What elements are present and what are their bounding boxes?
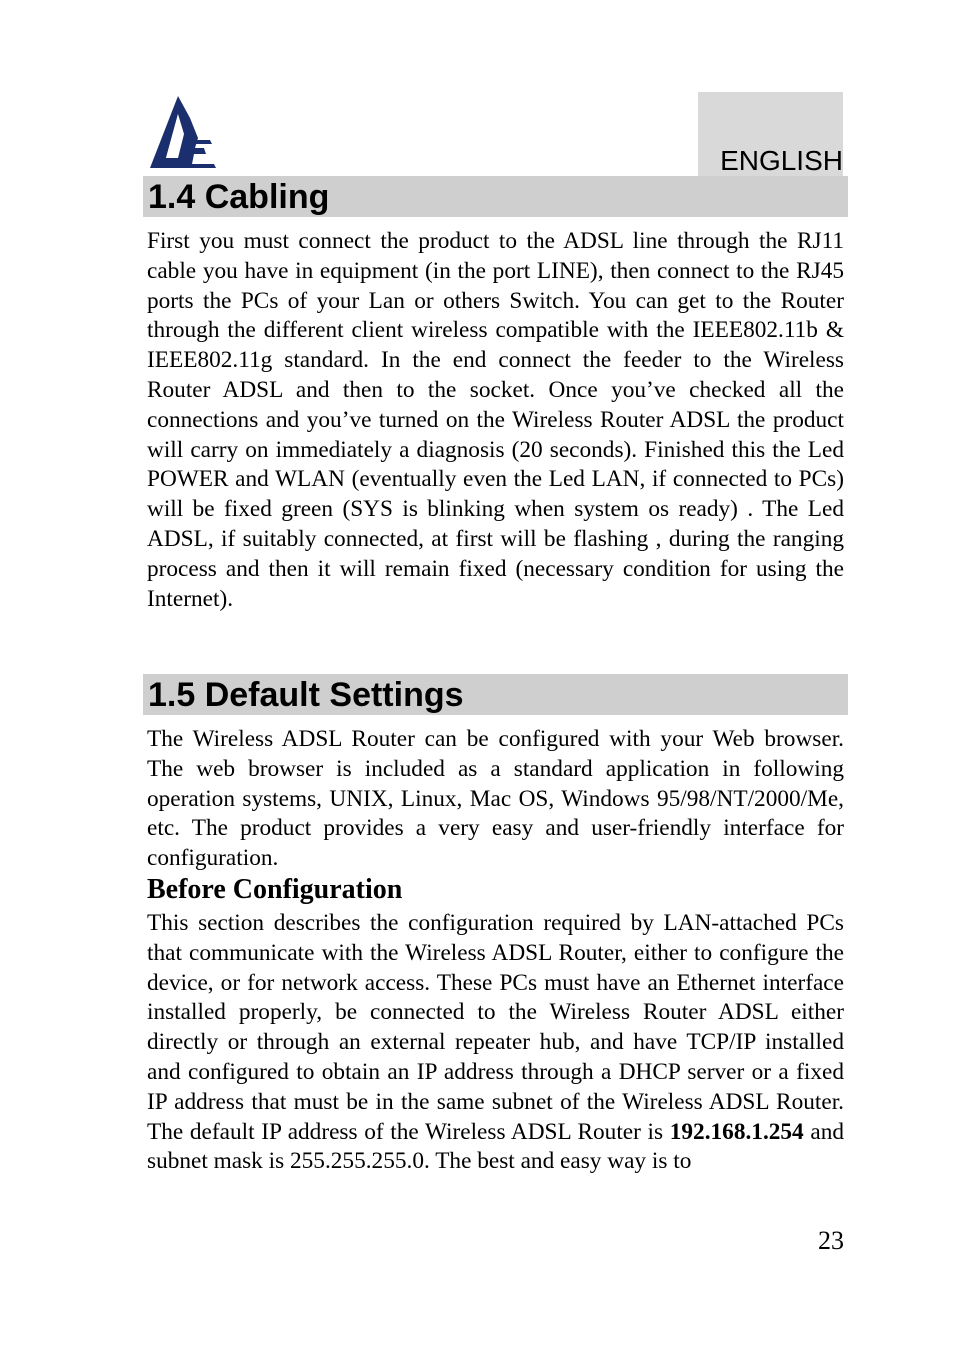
cabling-paragraph: First you must connect the product to the ADSL line through the RJ11 cable you have in equipment (in the port LINE), then connect to the RJ45 ports the PCs of your Lan or others Switch. You can get to the Router through the different client wireless compatible with the IEEE802.11b & IEEE802.11g standard. In the end connect the feeder to the Wireless Router ADSL and then to the socket. Once you’ve checked all the connections and you’ve turned on the Wireless Router ADSL the product will carry on immediately a diagnosis (20 seconds). Finished this the Led POWER and WLAN (eventually even the Led LAN, if connected to PCs) will be fixed green (SYS is blinking when system os ready) . The Led ADSL, if suitably connected, at first will be flashing , during the ranging process and then it will remain fixed (necessary condition for using the Internet). [147,228,844,612]
section-title: 1.4 Cabling [148,178,330,216]
section-header-default-settings [143,674,848,715]
language-tab [698,92,843,176]
section-header-cabling [143,176,848,217]
default-ip-address: 192.168.1.254 [669,1118,804,1145]
default-settings-paragraph: The Wireless ADSL Router can be configured with your Web browser. The web browser is included as a standard application in following operation systems, UNIX, Linux, Mac OS, Windows 95/98/NT/2000/Me, etc. The product provides a very easy and user-friendly interface for configuration. [147,726,844,872]
before-configuration-heading: Before Configuration [147,874,403,905]
page-number: 23 [818,1226,844,1255]
paragraph-text: This section describes the configuration required by LAN-attached PCs that communicate with the Wireless ADSL Router, either to configure the device, or for network access. These PCs must have an Ethernet interface installed properly, be connected to the Wireless Router ADSL either directly or through an external repeater hub, and have TCP/IP installed and configured to obtain an IP address through a DHCP server or a fixed IP address that must be in the same subnet of the Wireless ADSL Router. The default IP address of the Wireless ADSL Router is [147,910,844,1145]
before-configuration-paragraph [147,909,844,1177]
atlantis-logo-icon [148,94,220,170]
paragraph-text: and subnet mask is 255.255.255.0. The best and easy way is to [147,1118,845,1175]
language-label: ENGLISH [720,145,843,176]
section-title: 1.5 Default Settings [148,676,464,714]
